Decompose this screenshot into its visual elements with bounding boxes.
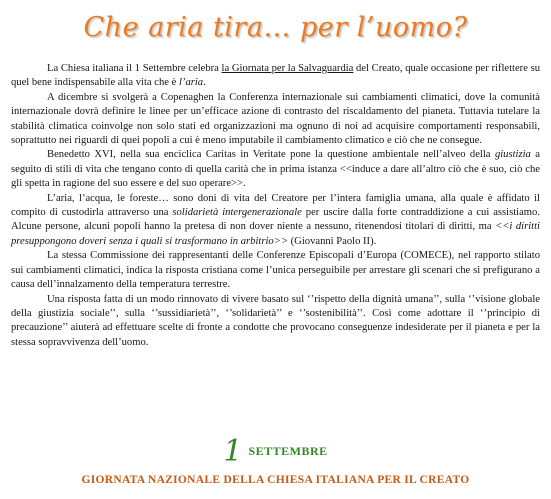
paragraph-5: La stessa Commissione dei rappresentanti delle Conferenze Episcopali d’Europa (COMECE), nel rapporto stilato sui cambiamenti climatici, indica la risposta cristiana come l’unica perseguibile per arrestare gli scenari che si prefigurano a causa dell’innalzamento della temperatura terrestre. xyxy=(11,250,540,291)
paragraph-6: Una risposta fatta di un modo rinnovato di vivere basato sul ‘’rispetto della dignità umana’’, sulla ‘’visione globale della giustizia sociale’’, sulla ‘’sussidiarietà’’, ‘’solidarietà’’ e ‘’sostenibilità’’. Così come adottare il ‘’principio di precauzione’’ aiuterà ad effettuare scelte di fronte a condotte che provocano conseguenze indesiderate per il pianeta e per la stessa sopravvivenza dell’uomo. xyxy=(11,293,540,348)
paragraph-4 xyxy=(11,192,540,250)
footer-day: 1 xyxy=(223,434,243,469)
paragraph-1-part-c: del Creato, quale occasione per riflettere su quel bene indispensabile alla vita che è xyxy=(11,63,540,89)
paragraph-4-part-a: L’aria, l’acqua, le foreste… sono doni di vita del Creatore per l’intera famiglia umana, alla quale è affidato il compito di custodirla attraverso una xyxy=(11,192,540,219)
footer-event-title: GIORNATA NAZIONALE DELLA CHIESA ITALIANA PER IL CREATO xyxy=(81,474,470,486)
paragraph-3-italic: giustizia xyxy=(494,149,531,161)
page-title: Che aria tira… per l’uomo? xyxy=(83,12,468,43)
paragraph-4-italic-1: solidarietà intergenerazionale xyxy=(172,207,302,219)
paragraph-4-part-c: per uscire dalla forte contraddizione a cui assistiamo. Alcune persone, alcuni popoli hanno la pretesa di non dover niente a nessuno, ritenendosi titolari di diritti, ma xyxy=(11,207,540,233)
paragraph-3-part-c: a seguito di stili di vita che tengano conto di quella carità che in prima istanza <<induce a dare all’altro ciò che è suo, ciò che gli spetta in ragione del suo essere e del suo operare>>. xyxy=(11,149,540,190)
paragraph-1-part-e: . xyxy=(203,77,206,89)
footer-date xyxy=(0,434,551,469)
paragraph-1-italic: l’aria xyxy=(178,77,204,89)
paragraph-1 xyxy=(11,62,540,91)
paragraph-1-underlined: la Giornata per la Salvaguardia xyxy=(221,63,354,74)
paragraph-3 xyxy=(11,148,540,191)
article-body xyxy=(11,62,540,350)
paragraph-3-part-a: Benedetto XVI, nella sua enciclica Caritas in Veritate pone la questione ambientale nell’alveo della xyxy=(47,149,495,161)
paragraph-1-part-a: La Chiesa italiana il 1 Settembre celebra xyxy=(47,63,222,74)
paragraph-2: A dicembre si svolgerà a Copenaghen la Conferenza internazionale sui cambiamenti climatici, dove la comunità internazionale dovrà definire le linee per un’efficace azione di contrasto del riscaldamento del pianeta. Tuttavia tutelare la stabilità climatica coinvolge non solo stati ed organizzazioni ma ognuno di noi ad acquisire comportamenti responsabili, soprattutto nei riguardi di quei popoli a cui è meno imputabile il cambiamento climatico e ciò che ne consegue. xyxy=(11,91,540,147)
paragraph-4-part-e: (Giovanni Paolo II). xyxy=(288,235,377,247)
footer-month: SETTEMBRE xyxy=(248,444,328,458)
paragraph-4-italic-quote: <<i diritti presuppongono doveri senza i quali si trasformano in arbitrio>> xyxy=(11,221,540,247)
